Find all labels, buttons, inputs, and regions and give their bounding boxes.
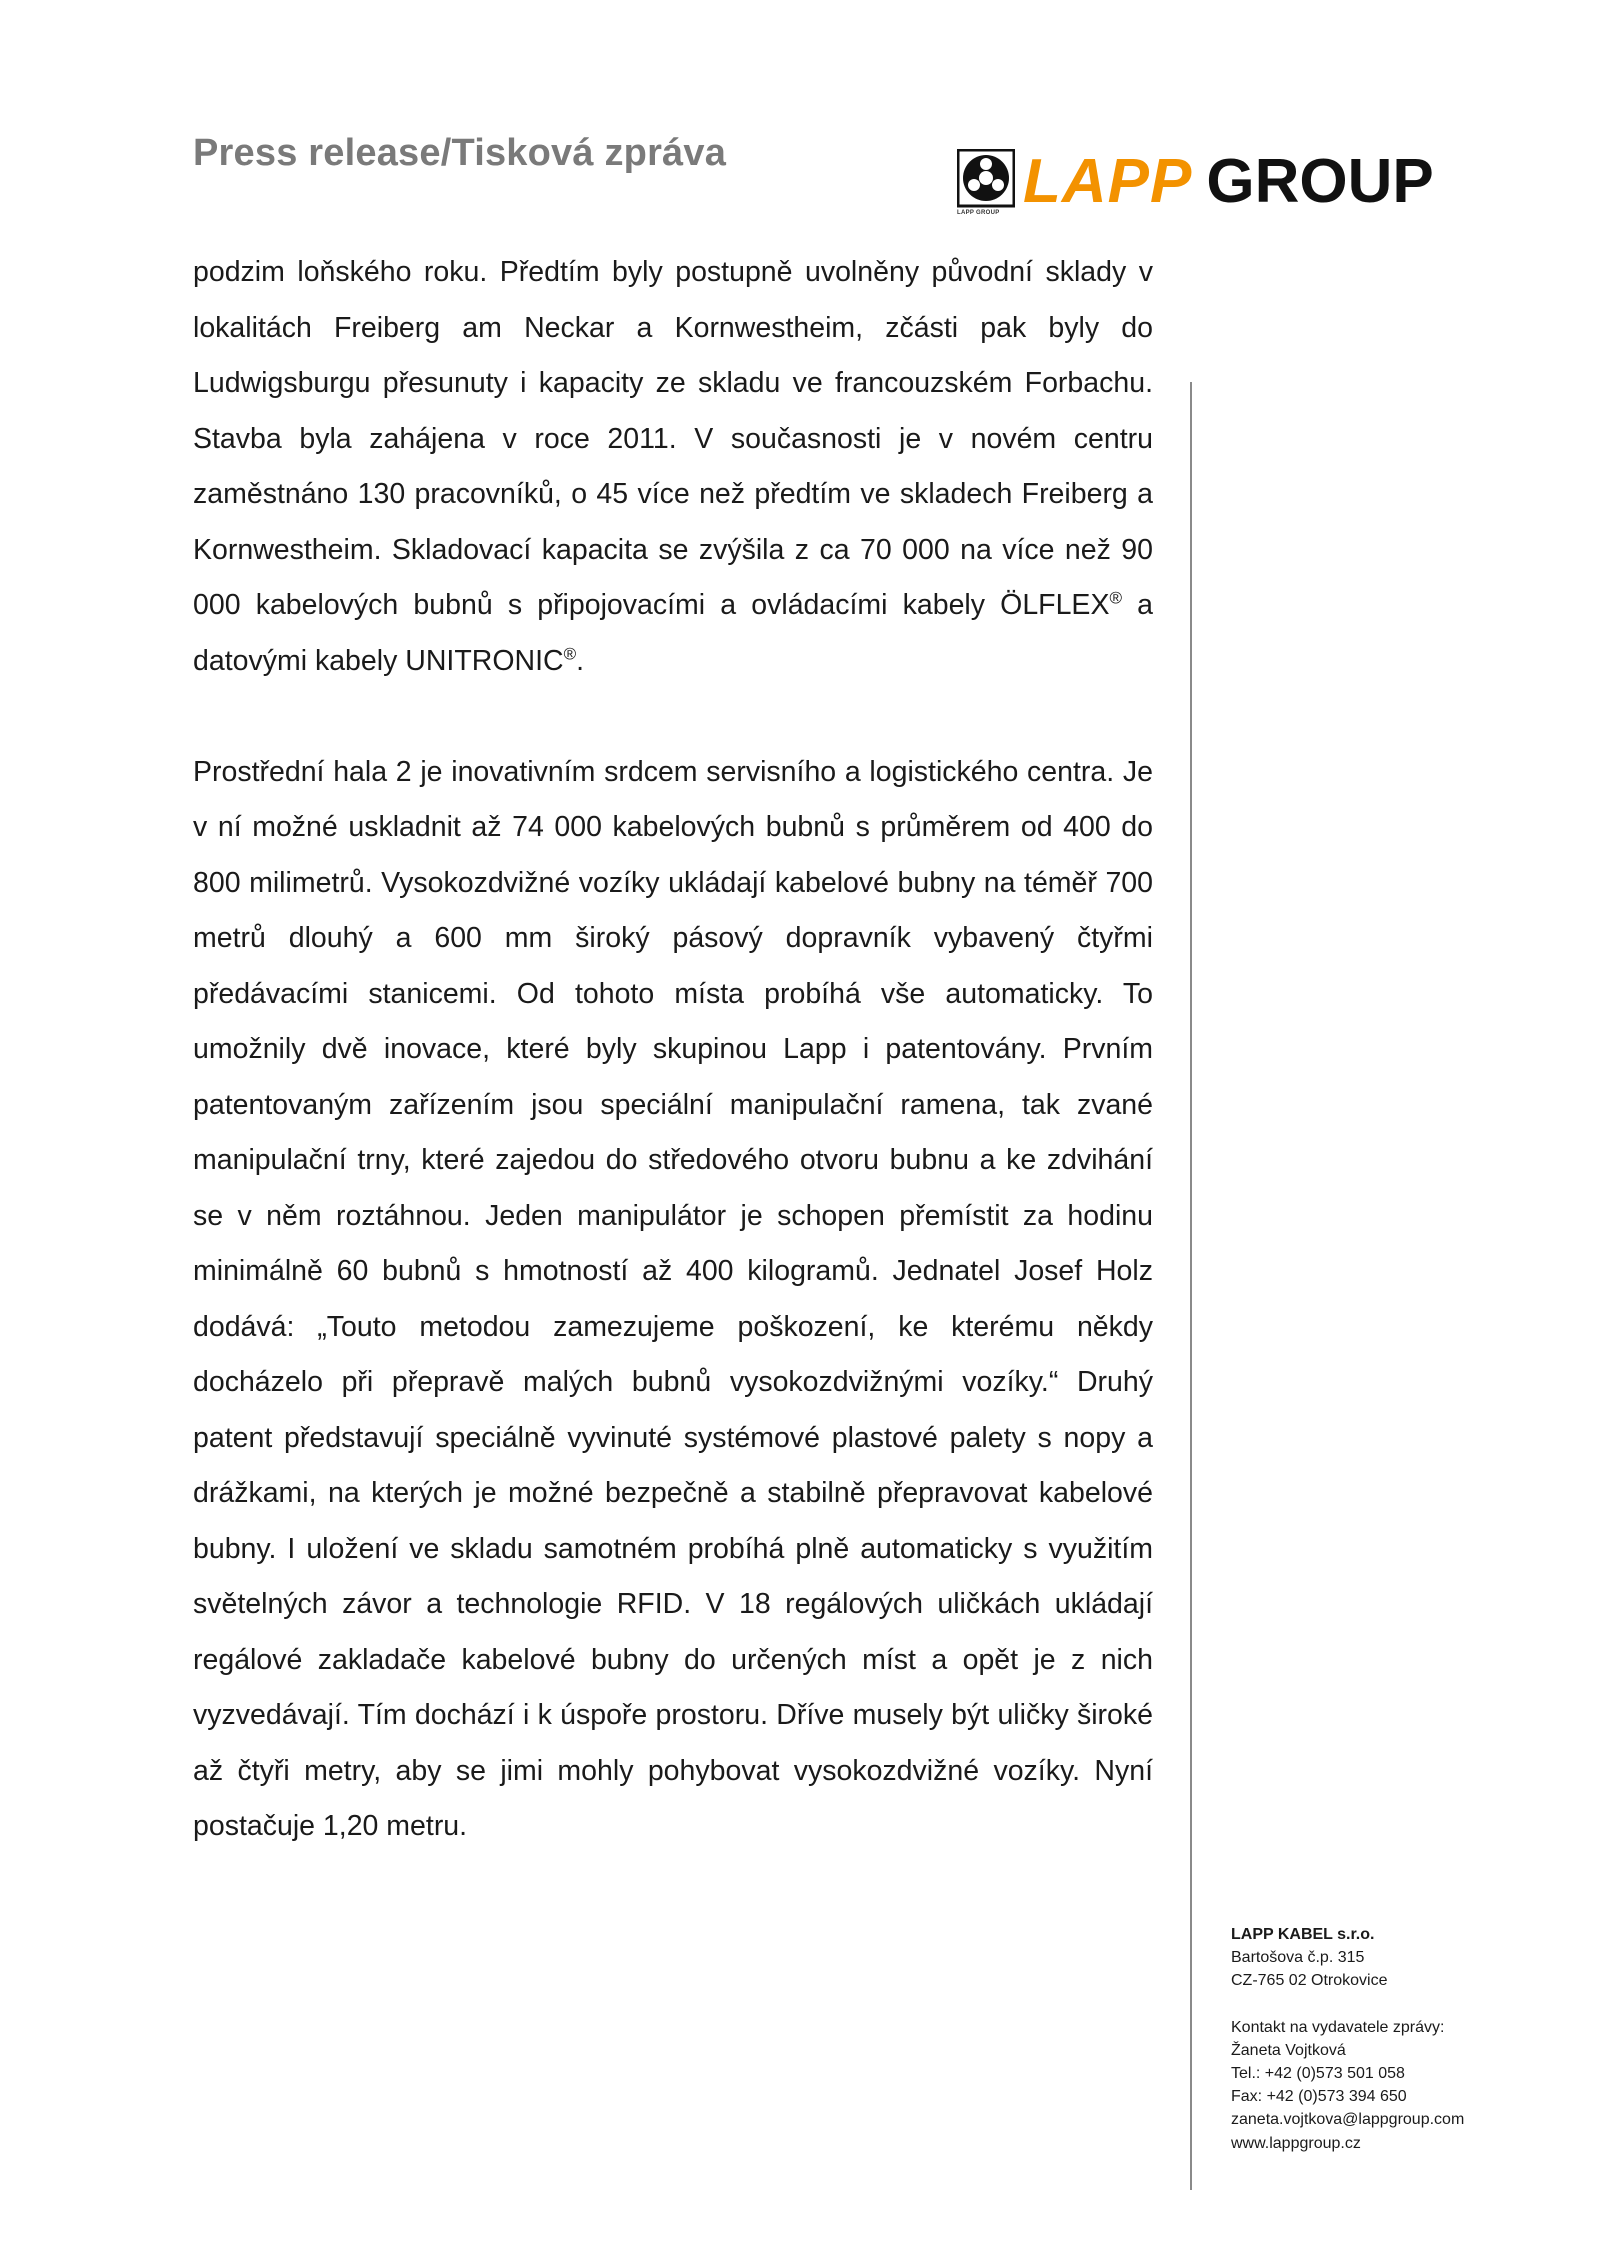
contact-email-link[interactable]: zaneta.vojtkova@lappgroup.com <box>1231 2111 1465 2129</box>
article-body <box>193 245 1153 1855</box>
vertical-divider <box>1190 382 1192 2190</box>
logo-lapp-text: LAPP <box>1023 147 1193 216</box>
logo-emblem-caption: LAPP GROUP <box>957 210 1000 216</box>
contact-block <box>1231 1923 1571 2155</box>
paragraph-1: podzim loňského roku. Předtím byly postupně uvolněny původní sklady v lokalitách Freiberg am Neckar a Kornwestheim, zčásti pak byly do Ludwigsburgu přesunuty i kapacity ze skladu ve francouzském Forbachu. Stavba byla zahájena v roce 2011. V současnosti je v novém centru zaměstnáno 130 pracovníků, o 45 více než předtím ve skladech Freiberg a Kornwestheim. Skladovací kapacita se zvýšila z ca 70 000 na více než 90 000 kabelových bubnů s připojovacími a ovládacími kabely ÖLFLEX® a datovými kabely UNITRONIC®. <box>193 256 1153 677</box>
company-name: LAPP KABEL s.r.o. <box>1231 1926 1375 1943</box>
address-street: Bartošova č.p. 315 <box>1231 1949 1365 1967</box>
contact-label: Kontakt na vydavatele zprávy: <box>1231 2018 1445 2036</box>
contact-website-link[interactable]: www.lappgroup.cz <box>1231 2134 1361 2152</box>
address-city: CZ-765 02 Otrokovice <box>1231 1972 1388 1990</box>
paragraph-2: Prostřední hala 2 je inovativním srdcem servisního a logistického centra. Je v ní možné uskladnit až 74 000 kabelových bubnů s průměrem od 400 do 800 milimetrů. Vysokozdvižné vozíky ukládají kabelové bubny na téměř 700 metrů dlouhý a 600 mm široký pásový dopravník vybavený čtyřmi předávacími stanicemi. Od tohoto místa probíhá vše automaticky. To umožnily dvě inovace, které byly skupinou Lapp i patentovány. Prvním patentovaným zařízením jsou speciální manipulační ramena, tak zvané manipulační trny, které zajedou do středového otvoru bubnu a ke zdvihání se v něm roztáhnou. Jeden manipulátor je schopen přemístit za hodinu minimálně 60 bubnů s hmotností až 400 kilogramů. Jednatel Josef Holz dodává: „Touto metodou zamezujeme poškození, ke kterému někdy docházelo při přepravě malých bubnů vysokozdvižnými vozíky.“ Druhý patent představují speciálně vyvinuté systémové plastové palety s nopy a drážkami, na kterých je možné bezpečně a stabilně přepravovat kabelové bubny. I uložení ve skladu samotném probíhá plně automaticky s využitím světelných závor a technologie RFID. V 18 regálových uličkách ukládají regálové zakladače kabelové bubny do určených míst a opět je z nich vyzvedávají. Tím dochází i k úspoře prostoru. Dříve musely být uličky široké až čtyři metry, aby se jimi mohly pohybovat vysokozdvižné vozíky. Nyní postačuje 1,20 metru. <box>193 755 1153 1842</box>
lapp-group-logo <box>957 146 1434 218</box>
contact-phone: Tel.: +42 (0)573 501 058 <box>1231 2065 1405 2083</box>
registered-mark: ® <box>1109 588 1122 608</box>
page-title: Press release/Tisková zpráva <box>193 132 727 174</box>
lapp-cable-reel-icon <box>957 149 1015 215</box>
contact-fax: Fax: +42 (0)573 394 650 <box>1231 2088 1407 2106</box>
contact-person: Žaneta Vojtková <box>1231 2041 1346 2059</box>
registered-mark: ® <box>563 644 577 663</box>
logo-group-text: GROUP <box>1206 147 1434 216</box>
